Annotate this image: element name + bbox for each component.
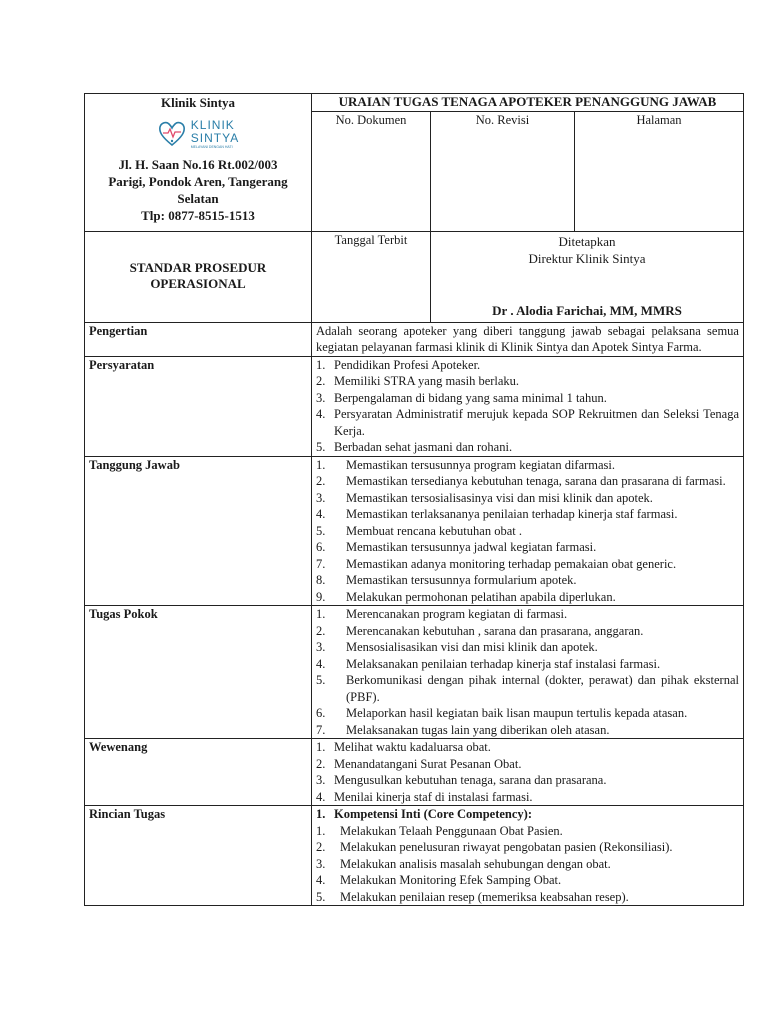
list-number: 2. [316,474,326,488]
list-text: Memastikan tersedianya kebutuhan tenaga, sarana dan prasarana di farmasi. [346,474,726,488]
list-text: Berbadan sehat jasmani dan rohani. [334,440,513,454]
rincian-tugas-heading-list [316,806,739,823]
approval-cell [431,231,744,322]
clinic-phone: Tlp: 0877-8515-1513 [141,207,255,223]
list-item [316,539,739,556]
direktur-label: Direktur Klinik Sintya [528,250,646,266]
list-text: Mensosialisasikan visi dan misi klinik dan apotek. [346,640,598,654]
halaman-header: Halaman [575,111,744,231]
list-item [316,457,739,474]
sop-table [84,93,744,906]
tugas-pokok-content [312,606,744,739]
list-item [316,556,739,573]
no-revisi-header: No. Revisi [431,111,575,231]
list-number: 4. [316,656,326,671]
list-text: Melaporkan hasil kegiatan baik lisan maupun tertulis kepada atasan. [346,706,688,720]
list-text: Memastikan tersusunnya formularium apotek. [346,573,577,587]
list-text: Memastikan tersusunnya program kegiatan difarmasi. [346,457,616,472]
logo-line-klinik: KLINIK [190,117,235,132]
clinic-info-cell [85,94,312,232]
list-item [316,705,739,722]
list-number: 3. [316,640,326,654]
list-text: Memastikan adanya monitoring terhadap pemakaian obat generic. [346,556,677,571]
persyaratan-label: Persyaratan [85,356,312,456]
sop-title-line-2: OPERASIONAL [150,275,246,291]
list-text: Melihat waktu kadaluarsa obat. [334,740,491,754]
sop-title [89,232,307,292]
list-text: Membuat rencana kebutuhan obat . [346,523,522,538]
list-text: Menandatangani Surat Pesanan Obat. [334,756,522,771]
address-line-3: Selatan [177,190,219,206]
list-text: Persyaratan Administratif merujuk kepada SOP Rekruitmen dan Seleksi Tenaga Kerja. [334,407,739,438]
list-number: 4. [316,507,326,521]
list-number: 1. [316,807,326,821]
list-text: Melaksanakan tugas lain yang diberikan oleh atasan. [346,722,610,737]
list-item [316,589,739,606]
tugas-pokok-list [316,606,739,738]
address-line-2: Parigi, Pondok Aren, Tangerang [108,173,288,189]
list-number: 5. [316,889,326,904]
logo-text [191,119,239,149]
clinic-address [89,156,307,224]
list-item [316,523,739,540]
persyaratan-list [316,357,739,456]
list-text: Pendidikan Profesi Apoteker. [334,357,481,372]
list-item [316,623,739,640]
no-dokumen-header: No. Dokumen [312,111,431,231]
list-text: Mengusulkan kebutuhan tenaga, sarana dan prasarana. [334,773,607,787]
list-text: Melaksanakan penilaian terhadap kinerja staf instalasi farmasi. [346,656,661,671]
list-item [316,672,739,705]
list-item [316,722,739,739]
list-text: Melakukan Monitoring Efek Samping Obat. [340,873,562,887]
list-item [316,406,739,439]
ditetapkan-label: Ditetapkan [558,233,616,249]
tanggung-jawab-label: Tanggung Jawab [85,456,312,606]
list-number: 8. [316,573,326,587]
tanggung-jawab-content [312,456,744,606]
tanggal-terbit: Tanggal Terbit [312,231,431,322]
list-item [316,390,739,407]
list-number: 6. [316,706,326,720]
list-item [316,772,739,789]
heart-logo-icon [157,119,187,149]
list-number: 4. [316,789,326,804]
list-item [316,373,739,390]
document-title: URAIAN TUGAS TENAGA APOTEKER PENANGGUNG JAWAB [312,94,744,112]
tugas-pokok-label: Tugas Pokok [85,606,312,739]
sop-title-cell [85,231,312,322]
list-number: 7. [316,722,326,737]
list-text: Berpengalaman di bidang yang sama minimal 1 tahun. [334,390,607,405]
list-number: 1. [316,607,326,621]
list-item [316,490,739,507]
list-number: 2. [316,623,326,638]
rincian-tugas-content [312,806,744,906]
rincian-tugas-heading [316,806,739,823]
rincian-tugas-label: Rincian Tugas [85,806,312,906]
director-name: Dr . Alodia Farichai, MM, MMRS [492,302,682,318]
list-text: Melakukan penilaian resep (memeriksa keabsahan resep). [340,889,629,904]
list-number: 2. [316,374,326,388]
list-number: 2. [316,840,326,854]
list-item [316,506,739,523]
list-number: 6. [316,540,326,554]
list-number: 9. [316,589,326,604]
list-item [316,739,739,756]
clinic-logo [89,116,307,152]
pengertian-text: Adalah seorang apoteker yang diberi tanggung jawab sebagai pelaksana semua kegiatan pelayanan farmasi klinik di Klinik Sintya dan Apotek Sintya Farma. [312,322,744,356]
list-text: Melakukan penelusuran riwayat pengobatan pasien (Rekonsiliasi). [340,840,673,854]
logo-tagline: MELAYANI DENGAN HATI [190,144,233,149]
wewenang-content [312,739,744,806]
list-item [316,439,739,456]
list-number: 7. [316,556,326,571]
tanggung-jawab-list [316,457,739,606]
list-number: 5. [316,440,326,454]
wewenang-list [316,739,739,805]
list-item [316,606,739,623]
list-text: Merencanakan kebutuhan , sarana dan prasarana, anggaran. [346,623,644,638]
list-item [316,839,739,856]
clinic-name: Klinik Sintya [160,95,236,110]
list-item [316,572,739,589]
list-item [316,473,739,490]
list-text: Memastikan tersusunnya jadwal kegiatan farmasi. [346,540,597,554]
list-item [316,856,739,873]
list-text: Melakukan Telaah Penggunaan Obat Pasien. [340,823,563,838]
list-item [316,789,739,806]
pengertian-label: Pengertian [85,322,312,356]
wewenang-label: Wewenang [85,739,312,806]
sop-title-line-1: STANDAR PROSEDUR [129,259,267,275]
address-line-1: Jl. H. Saan No.16 Rt.002/003 [118,156,278,172]
list-item [316,639,739,656]
list-number: 4. [316,407,326,421]
list-text: Berkomunikasi dengan pihak internal (dokter, perawat) dan pihak eksternal (PBF). [346,673,739,704]
logo-line-sintya: SINTYA [190,130,240,145]
list-number: 5. [316,673,326,687]
list-text: Memastikan tersosialisasinya visi dan misi klinik dan apotek. [346,490,653,505]
list-number: 3. [316,490,326,505]
list-text: Melakukan analisis masalah sehubungan dengan obat. [340,856,611,871]
list-item [316,656,739,673]
rincian-tugas-list [316,823,739,906]
list-text: Merencanakan program kegiatan di farmasi. [346,607,568,621]
list-number: 1. [316,357,326,372]
list-number: 1. [316,740,326,754]
list-number: 1. [316,457,326,472]
list-number: 2. [316,756,326,771]
list-number: 4. [316,873,326,887]
list-number: 3. [316,856,326,871]
list-number: 1. [316,823,326,838]
list-text: Menilai kinerja staf di instalasi farmasi. [334,789,533,804]
list-text: Memiliki STRA yang masih berlaku. [334,374,520,388]
list-text: Melakukan permohonan pelatihan apabila diperlukan. [346,589,616,604]
list-number: 3. [316,773,326,787]
list-item [316,823,739,840]
list-number: 5. [316,523,326,538]
persyaratan-content [312,356,744,456]
list-item [316,872,739,889]
list-item [316,756,739,773]
list-item [316,357,739,374]
list-text: Memastikan terlaksananya penilaian terhadap kinerja staf farmasi. [346,507,678,521]
list-text: Kompetensi Inti (Core Competency): [334,807,532,821]
list-number: 3. [316,390,326,405]
list-item [316,889,739,906]
